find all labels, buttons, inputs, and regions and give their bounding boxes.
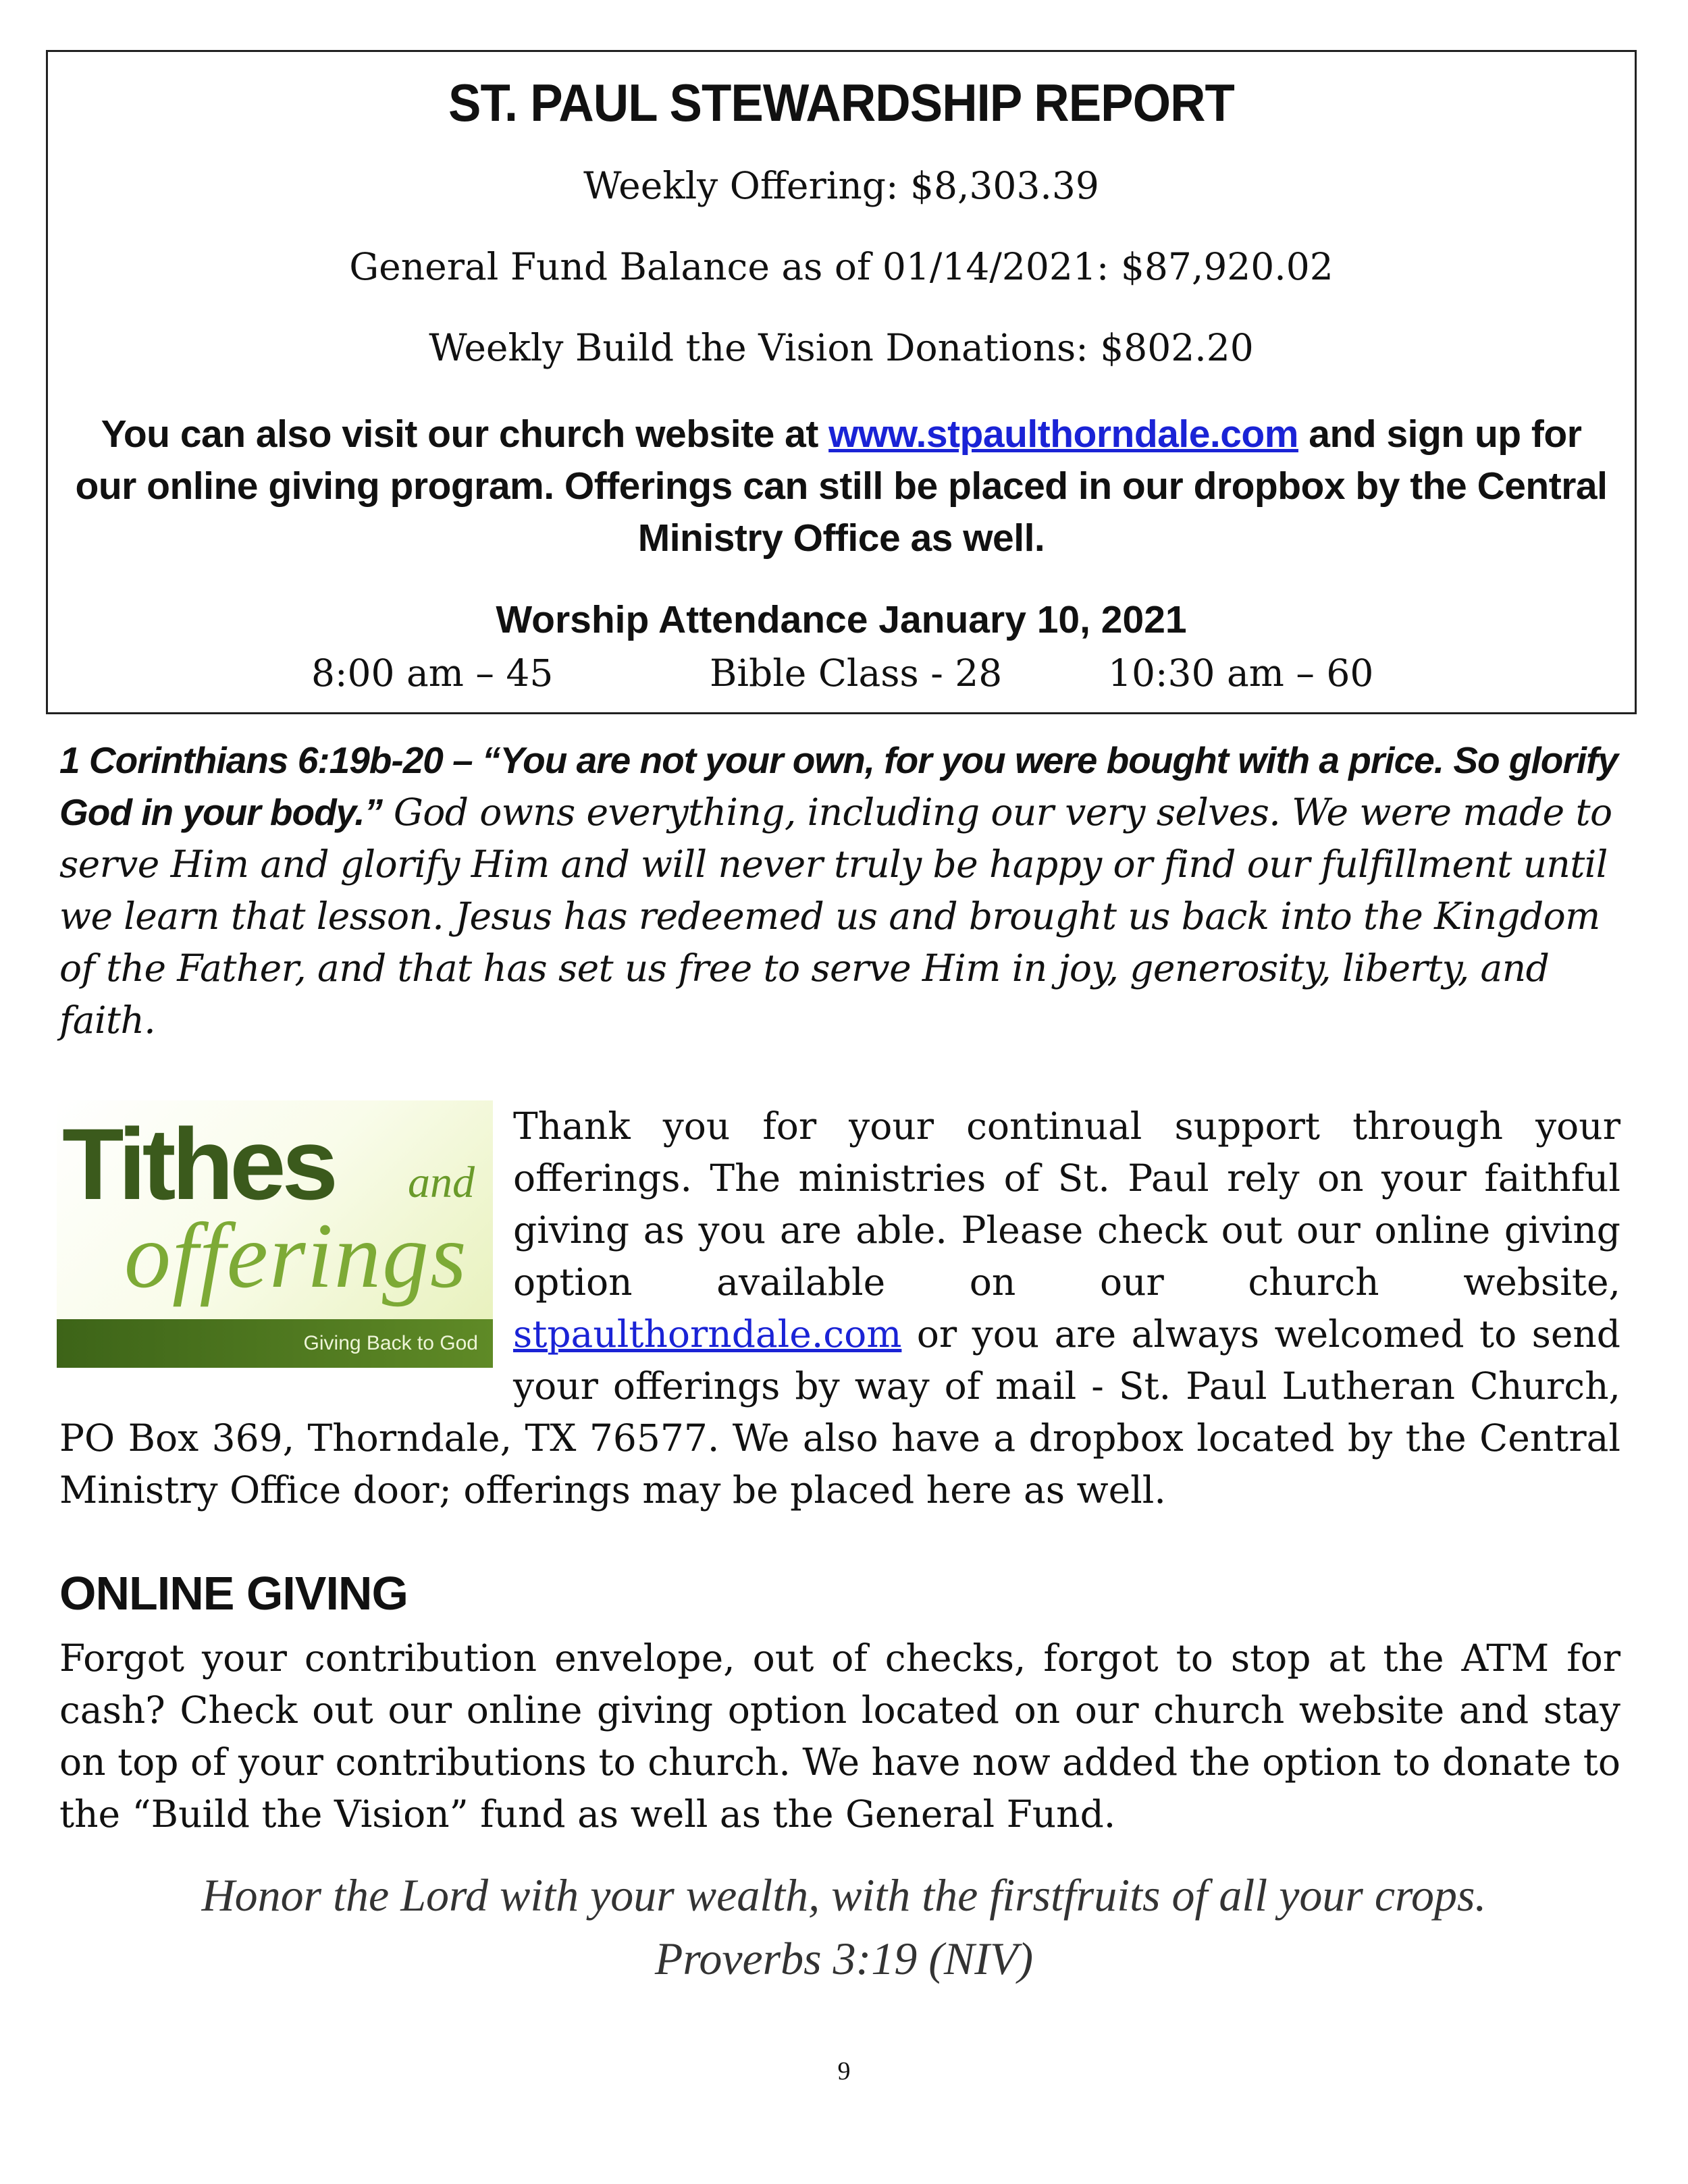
thanks-text-before: Thank you for your continual support through your offerings. The ministries of St. Paul rely on your faithful giving as you are able. Please check out our online giving option available on our church website, (513, 1104, 1620, 1304)
stewardship-report-box (46, 50, 1637, 714)
and-word: and (408, 1158, 475, 1207)
devotion-paragraph (59, 735, 1626, 1046)
devotion-verse: 1 Corinthians 6:19b-20 – “You are not your own, for you were bought with a price. So glorify God in your body.” (59, 739, 1618, 833)
attendance-bible-class: Bible Class - 28 (710, 651, 1003, 695)
giving-back-tagline: Giving Back to God (57, 1319, 493, 1368)
tithes-offerings-image (57, 1100, 493, 1368)
page-number: 9 (837, 2057, 851, 2085)
website-link[interactable]: www.stpaulthorndale.com (828, 412, 1298, 456)
website-note (75, 408, 1608, 564)
attendance-8am: 8:00 am – 45 (311, 651, 554, 695)
online-giving-heading: ONLINE GIVING (59, 1567, 408, 1620)
online-giving-body: Forgot your contribution envelope, out of checks, forgot to stop at the ATM for cash? Check out our online giving option located on our church website and stay on top of your contributions to church. We have now added the option to donate to the “Build the Vision” fund as well as the General Fund. (59, 1636, 1620, 1836)
devotion-text: God owns everything, including our very selves. We were made to serve Him and glorify Him and will never truly be happy or find our fulfillment until we learn that lesson. Jesus has redeemed us and brought us back into the Kingdom of the Father, and that has set us free to serve Him in joy, generosity, liberty, and faith. (59, 791, 1612, 1042)
tithes-word: Tithes (62, 1107, 335, 1221)
offerings-word: offerings (124, 1204, 468, 1307)
general-fund-balance: General Fund Balance as of 01/14/2021: $87,920.02 (349, 245, 1334, 288)
build-vision-donations: Weekly Build the Vision Donations: $802.20 (429, 326, 1254, 369)
report-title: ST. PAUL STEWARDSHIP REPORT (448, 73, 1234, 132)
website-note-prefix: You can also visit our church website at (101, 412, 829, 456)
closing-reference: Proverbs 3:19 (NIV) (654, 1933, 1034, 1984)
website-note-suffix: and sign up for our online giving program. Offerings can still be placed in our dropbox by the Central Ministry Office as well. (75, 412, 1608, 560)
attendance-1030am: 10:30 am – 60 (1108, 651, 1374, 695)
thanks-text-after: or you are always welcomed to send your offerings by way of mail - St. Paul Lutheran Church, PO Box 369, Thorndale, TX 76577. We also have a dropbox located by the Central Ministry Office door; offerings may be placed here as well. (59, 1312, 1620, 1512)
attendance-title: Worship Attendance January 10, 2021 (496, 598, 1187, 641)
thanks-website-link[interactable]: stpaulthorndale.com (513, 1312, 902, 1356)
closing-verse: Honor the Lord with your wealth, with the firstfruits of all your crops. (201, 1869, 1487, 1921)
weekly-offering: Weekly Offering: $8,303.39 (583, 164, 1099, 207)
